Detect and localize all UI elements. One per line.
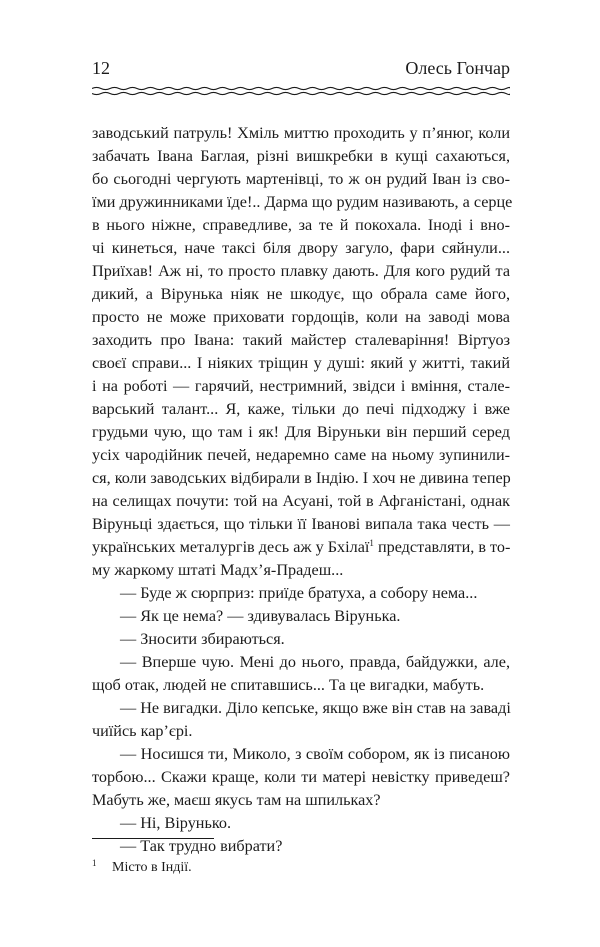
text-line: ся, коли заводських відбирали в Індію. І хоч не дивина тепер (92, 469, 511, 487)
text-line: варський талант... Я, каже, тільки до печі підходжу і вже (92, 400, 510, 418)
dialogue-line: — Не вигадки. Діло кепське, якщо вже він став на заваді (120, 699, 511, 717)
page-number: 12 (92, 58, 110, 78)
text-line: своєї справи... І ніяких тріщин у душі: який у житті, такий (92, 354, 510, 372)
wavy-divider-ornament (92, 84, 510, 98)
dialogue-line: — Так трудно вибрати? (120, 837, 283, 855)
footnote (92, 854, 510, 877)
text-line: Віруньці здається, що тільки її Іванові випала така честь — (92, 515, 510, 533)
text-line: чиїйсь кар’єрі. (92, 722, 193, 740)
text-line-with-footnote (92, 536, 510, 559)
text-line: заводський патруль! Хміль миттю проходить у п’янюг, коли (92, 124, 510, 142)
text-line: торбою... Скажи краще, коли ти матері невістку приведеш? (92, 768, 510, 786)
text-line: заходить про Івана: такий майстер сталеваріння! Віртуоз (92, 331, 510, 349)
dialogue-line: — Носишся ти, Миколо, з своїм собором, як із писаною (120, 745, 510, 763)
dialogue-line: — Ні, Вірунько. (120, 814, 232, 832)
text-line: їми дружинниками їде!.. Дарма що рудим називають, а серце (92, 193, 513, 211)
text-line: щоб отак, людей не спитавшись... Та це вигадки, мабуть. (92, 676, 485, 694)
text-line: усіх чародійник печей, недаремно саме на ньому зупинили- (92, 446, 510, 464)
text-line: просто не може приховати гордощів, коли на заводі мова (92, 308, 510, 326)
text-line: забачать Івана Баглая, різні вишкребки в кущі сахаються, (92, 147, 510, 165)
dialogue-line: — Зносити збираються. (120, 630, 285, 648)
footnote-number: 1 (92, 858, 97, 868)
text-line: му жаркому штаті Мадх’я-Прадеш... (92, 561, 344, 579)
footnote-reference: 1 (369, 538, 374, 548)
text-line: Приїхав! Аж ні, то просто плавку дають. Для кого рудий та (92, 262, 510, 280)
text-line: бо сьогодні чергують мартенівці, то ж он рудий Іван із сво- (92, 170, 510, 188)
running-title-author: Олесь Гончар (405, 58, 510, 78)
text-line: дикий, а Вірунька ніяк не шкодує, що обрала саме його, (92, 285, 510, 303)
text-line: і на роботі — гарячий, нестримний, звідси і вміння, стале- (92, 377, 510, 395)
text-line: на селищах почути: той на Асуані, той в Афганістані, однак (92, 492, 510, 510)
text-line: Мабуть же, маєш якусь там на шпильках? (92, 791, 381, 809)
text-line: в нього ніжне, справедливе, за те й покохала. Іноді і вно- (92, 216, 510, 234)
text-line: чі кинеться, наче таксі біля двору загуло, фари сяйнули... (92, 239, 510, 257)
dialogue-line: — Буде ж сюрприз: приїде братуха, а собору нема... (120, 584, 478, 602)
footnote-separator (92, 838, 214, 839)
page-header (92, 58, 510, 84)
text-line: грудьми чую, що там і як! Для Віруньки він перший серед (92, 423, 510, 441)
dialogue-line: — Вперше чую. Мені до нього, правда, байдужки, але, (120, 653, 510, 671)
text-fragment: українських металургів десь аж у Бхілаї (92, 538, 370, 556)
dialogue-line: — Як це нема? — здивувалась Вірунька. (120, 607, 401, 625)
text-fragment: представляти, в то- (373, 538, 511, 556)
footnote-text: Місто в Індії. (112, 860, 192, 875)
body-text (92, 122, 513, 858)
